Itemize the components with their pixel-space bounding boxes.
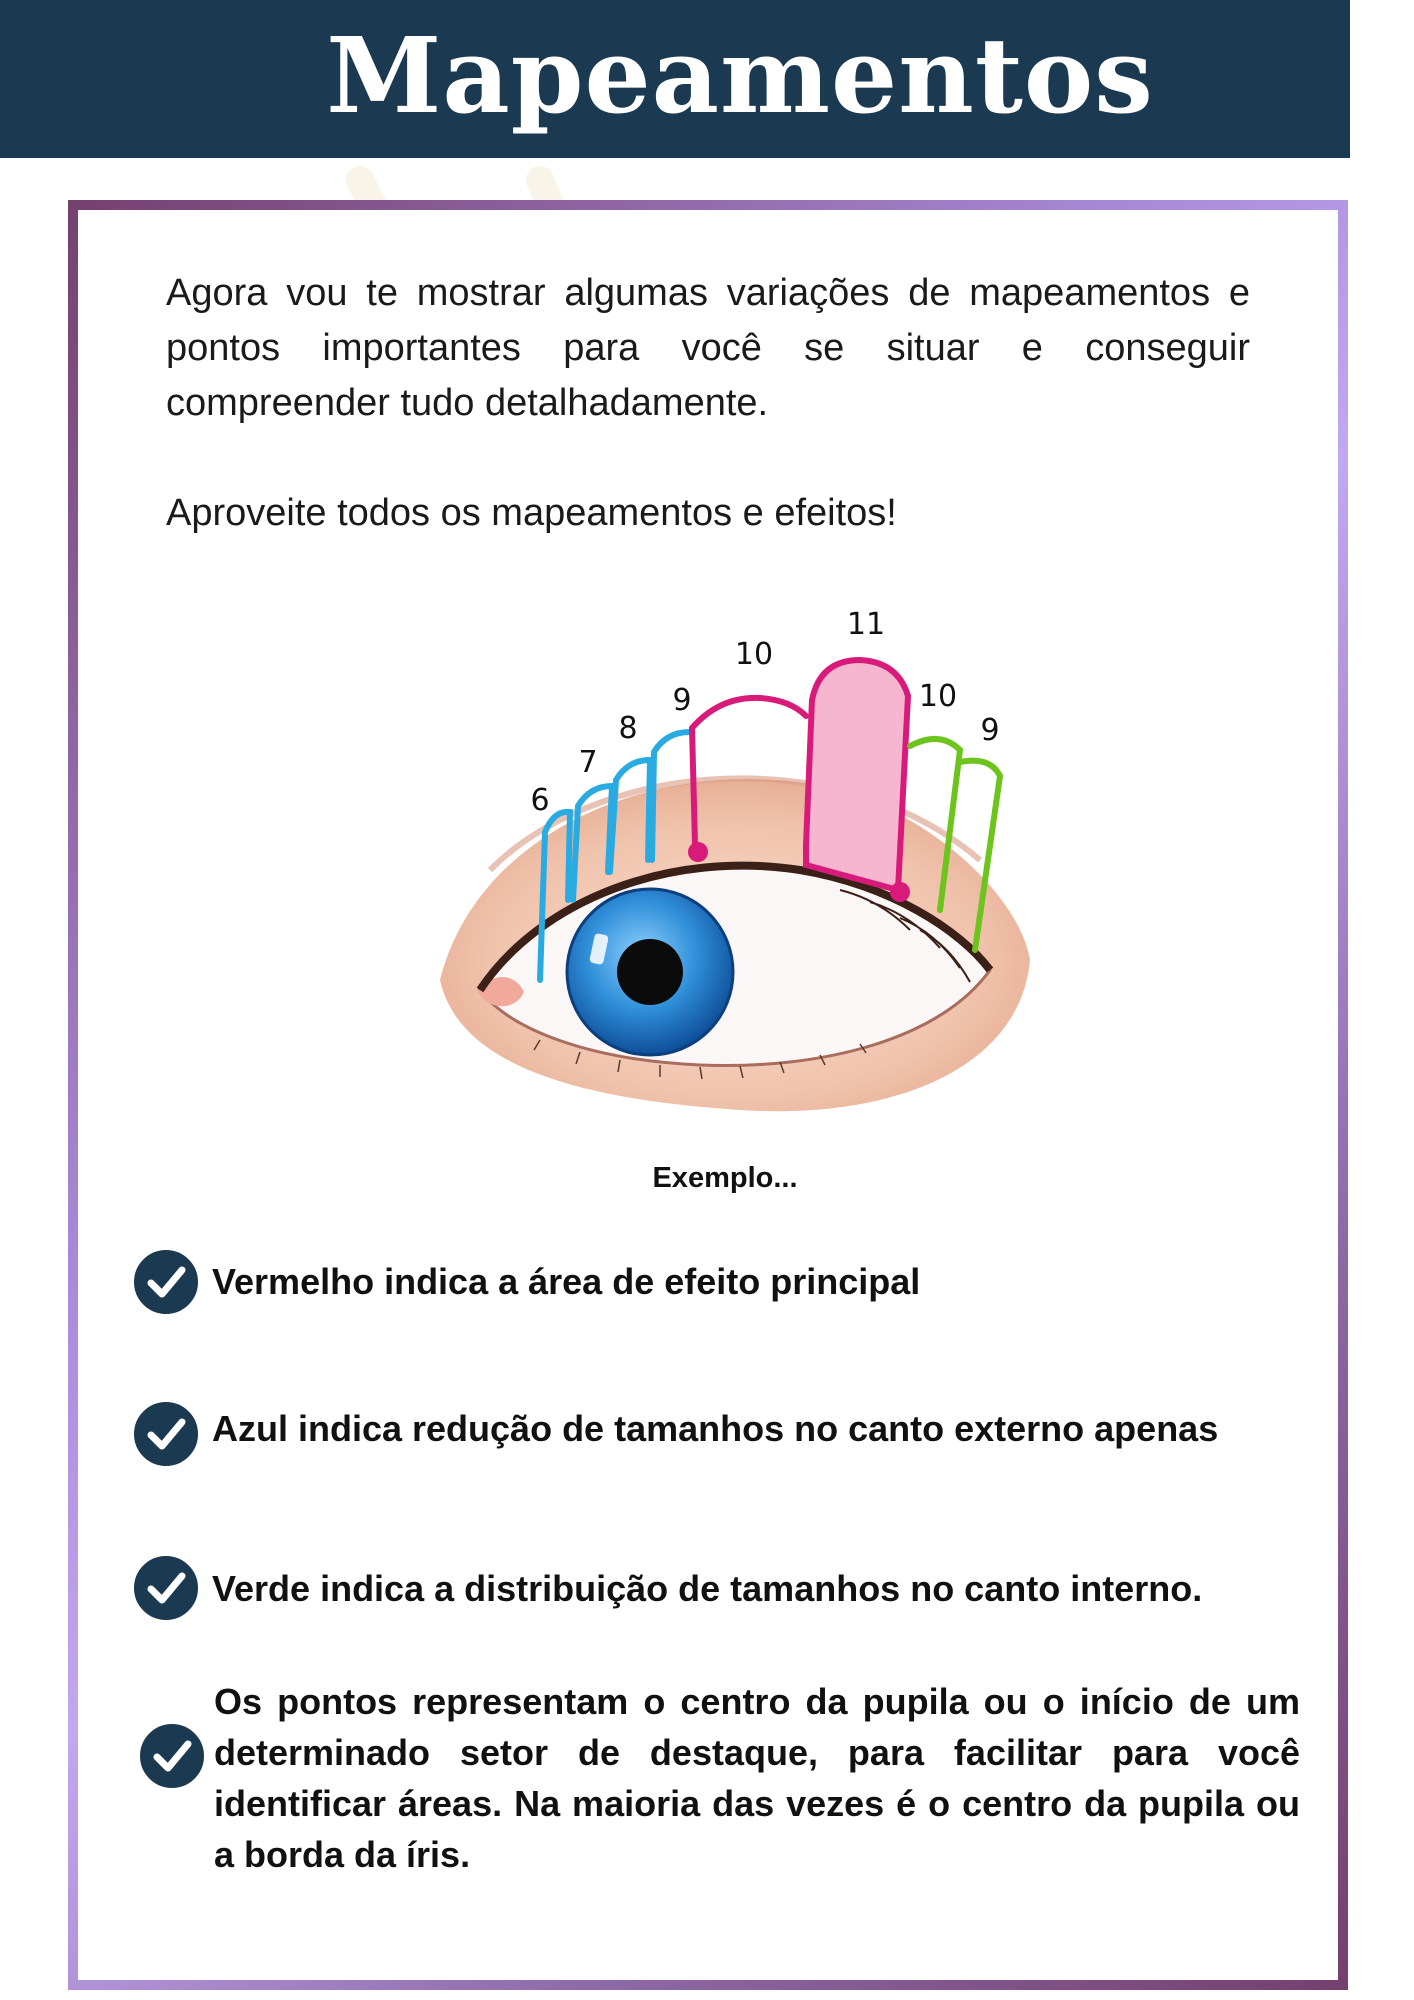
page-title: Mapeamentos xyxy=(326,14,1154,137)
mapping-number: 7 xyxy=(578,745,598,780)
mapping-number: 6 xyxy=(530,783,550,818)
checklist-item: Vermelho indica a área de efeito principal xyxy=(212,1261,921,1302)
intro-paragraph: Aproveite todos os mapeamentos e efeitos! xyxy=(166,492,897,534)
mapping-number: 9 xyxy=(672,683,692,718)
intro-text xyxy=(166,266,1250,541)
check-circle-icon xyxy=(134,1402,198,1466)
intro-paragraph: Agora vou te mostrar algumas variações de mapeamentos e pontos importantes para você se situar e conseguir compreender tudo detalhadamente. xyxy=(166,272,1250,424)
pupil-center-dot xyxy=(688,842,708,862)
eye-mapping-illustration xyxy=(420,600,1040,1140)
mapping-number: 9 xyxy=(980,713,1000,748)
mapping-number: 8 xyxy=(618,711,638,746)
mapping-number: 10 xyxy=(918,679,958,714)
checklist-item: Azul indica redução de tamanhos no canto externo apenas xyxy=(212,1408,1219,1449)
pupil xyxy=(617,939,683,1005)
page-header xyxy=(0,0,1350,158)
checklist-item: Verde indica a distribuição de tamanhos no canto interno. xyxy=(212,1568,1203,1609)
mapping-number: 10 xyxy=(734,637,774,672)
mapping-number: 11 xyxy=(846,607,886,642)
checklist-item: Os pontos representam o centro da pupila ou o início de um determinado setor de destaque, para facilitar para você identificar áreas. Na maioria das vezes é o centro da pupila ou a borda da íris. xyxy=(214,1681,1300,1875)
figure-caption: Exemplo... xyxy=(652,1162,798,1194)
iris-edge-dot xyxy=(890,882,910,902)
check-circle-icon xyxy=(134,1556,198,1620)
check-circle-icon xyxy=(140,1724,204,1788)
check-circle-icon xyxy=(134,1250,198,1314)
